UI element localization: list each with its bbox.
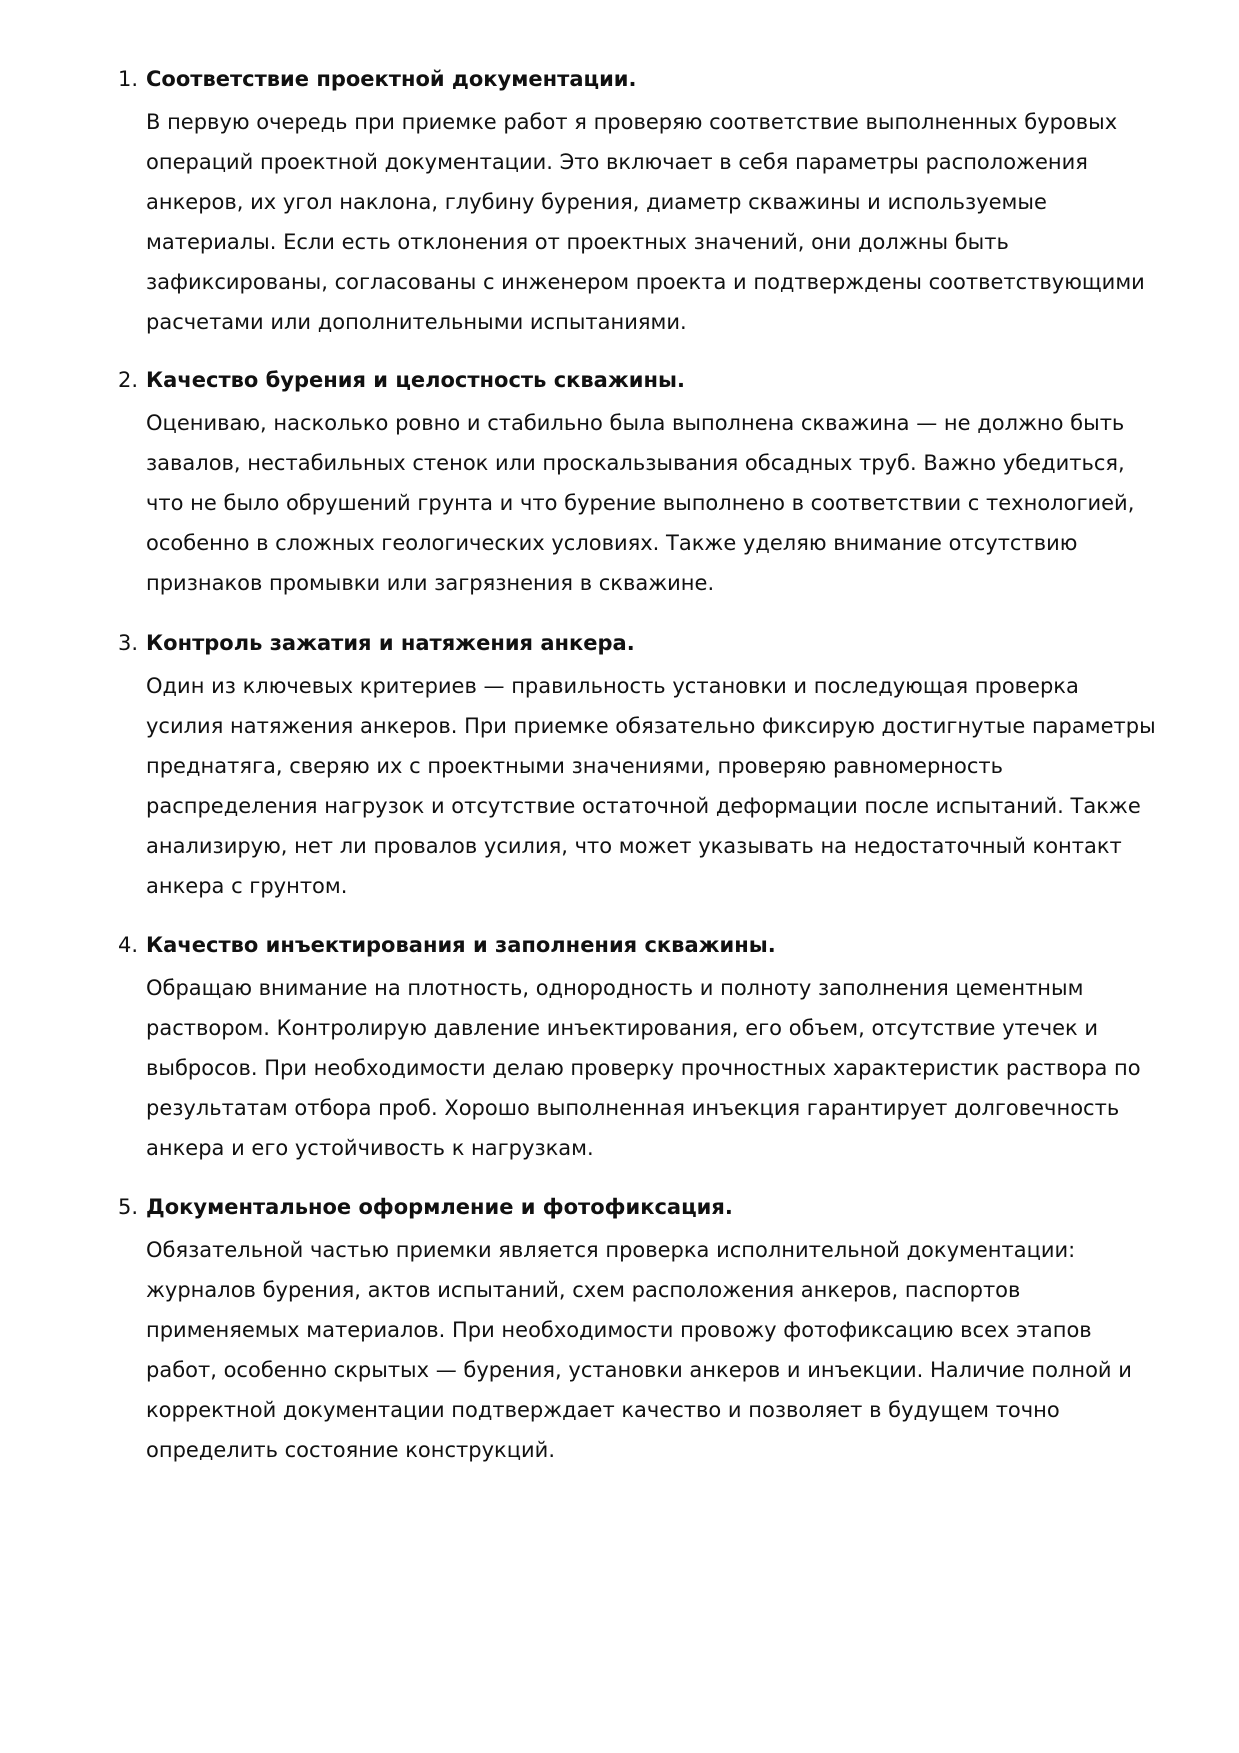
list-item-text: В первую очередь при приемке работ я проверяю соответствие выполненных буровых операций проектной документации. Это включает в себя параметры расположения анкеров, их угол наклона, глубину бурения, диаметр скважины и используемые материалы. Если есть отклонения от проектных значений, они должны быть зафиксированы, согласованы с инженером проекта и подтверждены соответствующими расчетами или дополнительными испытаниями.: [146, 110, 1145, 334]
list-item-3: [118, 628, 1158, 906]
list-item-title: Соответствие проектной документации.: [146, 67, 637, 91]
list-item-title: Документальное оформление и фотофиксация.: [146, 1195, 733, 1219]
list-item-title: Качество инъектирования и заполнения скважины.: [146, 933, 776, 957]
list-item-header: [118, 365, 1158, 395]
list-item-text: Обращаю внимание на плотность, однородность и полноту заполнения цементным раствором. Контролирую давление инъектирования, его объем, отсутствие утечек и выбросов. При необходимости делаю проверку прочностных характеристик раствора по результатам отбора проб. Хорошо выполненная инъекция гарантирует долговечность анкера и его устойчивость к нагрузкам.: [146, 976, 1141, 1160]
list-item-header: [118, 930, 1158, 960]
list-item-number: 1.: [118, 67, 139, 91]
list-item-title: Контроль зажатия и натяжения анкера.: [146, 631, 635, 655]
list-item-2: [118, 365, 1158, 603]
list-item-4: [118, 930, 1158, 1168]
list-item-number: 2.: [118, 368, 139, 392]
list-item-text: Один из ключевых критериев — правильность установки и последующая проверка усилия натяжения анкеров. При приемке обязательно фиксирую достигнутые параметры преднатяга, сверяю их с проектными значениями, проверяю равномерность распределения нагрузок и отсутствие остаточной деформации после испытаний. Также анализирую, нет ли провалов усилия, что может указывать на недостаточный контакт анкера с грунтом.: [146, 674, 1156, 898]
list-item-header: [118, 1192, 1158, 1222]
list-item-text: Обязательной частью приемки является проверка исполнительной документации: журналов бурения, актов испытаний, схем расположения анкеров, паспортов применяемых материалов. При необходимости провожу фотофиксацию всех этапов работ, особенно скрытых — бурения, установки анкеров и инъекции. Наличие полной и корректной документации подтверждает качество и позволяет в будущем точно определить состояние конструкций.: [146, 1238, 1132, 1462]
list-item-text: Оцениваю, насколько ровно и стабильно была выполнена скважина — не должно быть завалов, нестабильных стенок или проскальзывания обсадных труб. Важно убедиться, что не было обрушений грунта и что бурение выполнено в соответствии с технологией, особенно в сложных геологических условиях. Также уделяю внимание отсутствию признаков промывки или загрязнения в скважине.: [146, 411, 1135, 595]
list-item-1: [118, 64, 1158, 342]
list-item-title: Качество бурения и целостность скважины.: [146, 368, 685, 392]
list-item-number: 5.: [118, 1195, 139, 1219]
list-item-5: [118, 1192, 1158, 1470]
list-item-header: [118, 628, 1158, 658]
list-item-header: [118, 64, 1158, 94]
list-item-number: 4.: [118, 933, 139, 957]
list-item-number: 3.: [118, 631, 139, 655]
